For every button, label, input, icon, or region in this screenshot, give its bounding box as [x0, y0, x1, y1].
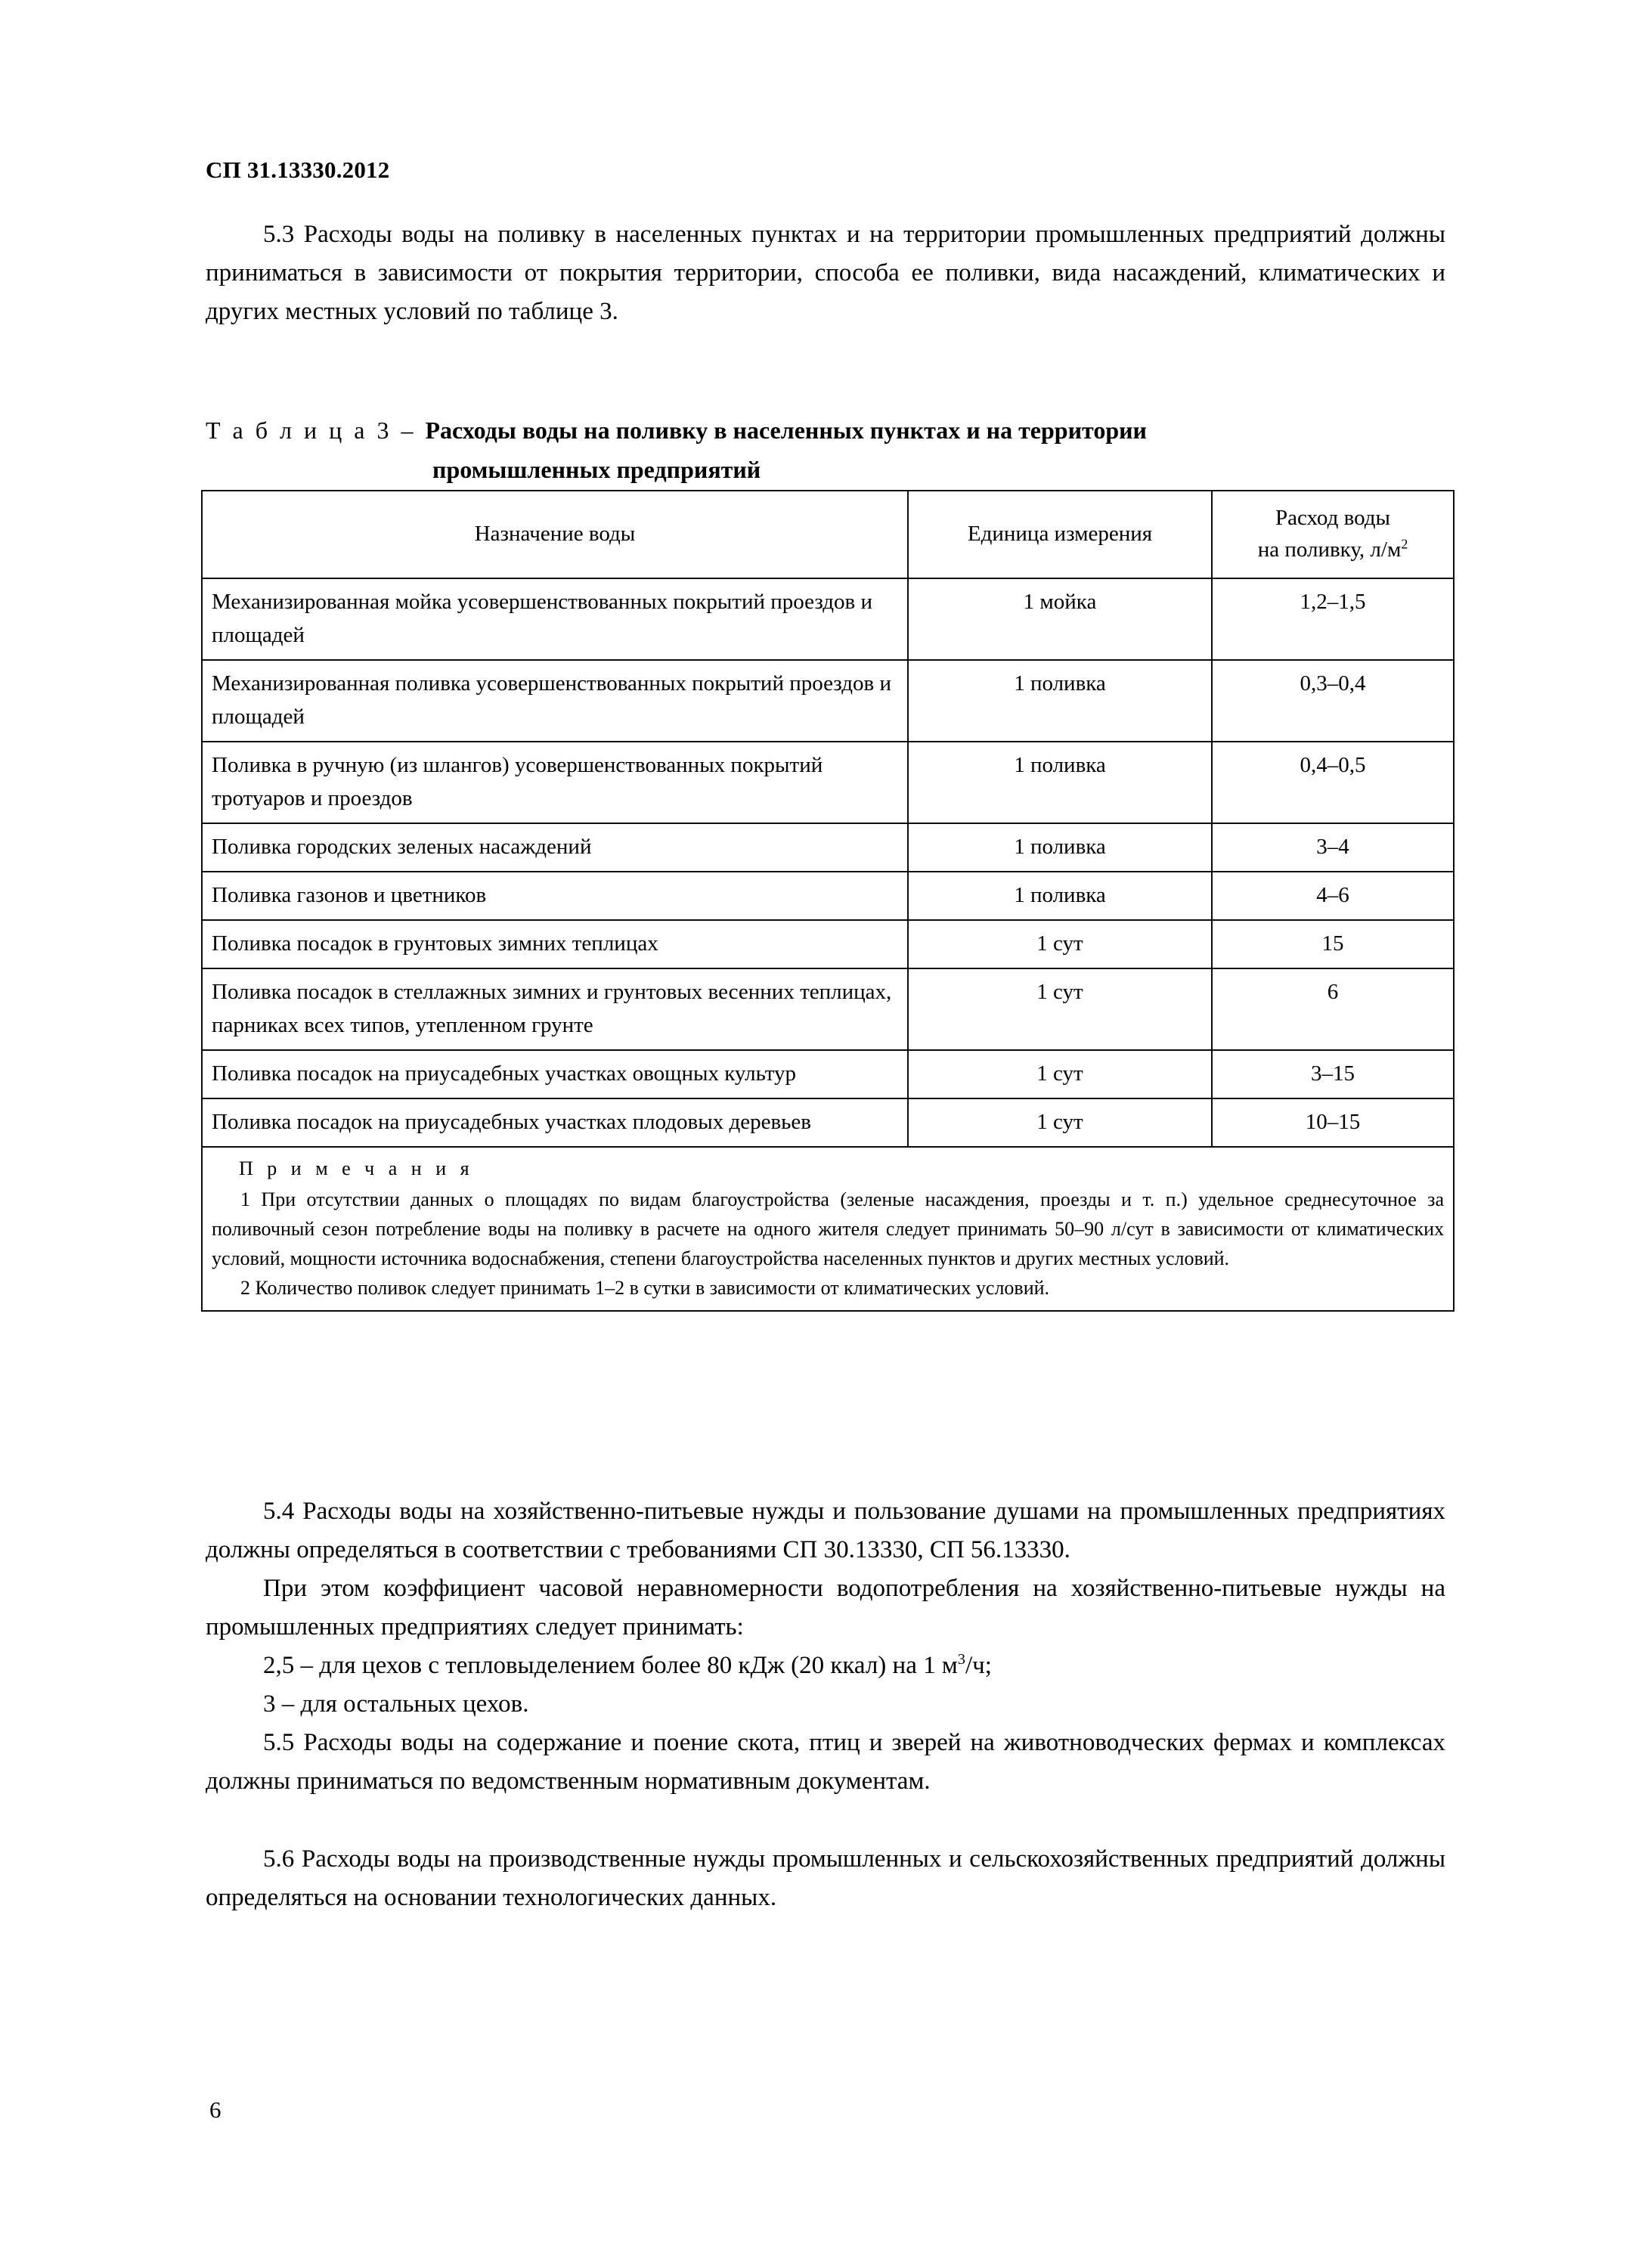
- column-header-rate-line2: на поливку, л/м: [1257, 538, 1402, 562]
- table-row: [202, 1098, 1454, 1147]
- cell-unit: 1 поливка: [908, 872, 1212, 920]
- section-5-3: [206, 215, 1445, 331]
- cell-name: Поливка городских зеленых насаждений: [202, 823, 908, 872]
- table-notes-cell: [202, 1147, 1454, 1311]
- cell-name: Механизированная мойка усовершенствованных покрытий проездов и площадей: [202, 578, 908, 660]
- column-header-rate-line1: Расход воды: [1275, 506, 1390, 530]
- cell-name: Механизированная поливка усовершенствованных покрытий проездов и площадей: [202, 660, 908, 742]
- table-3: [201, 490, 1455, 1312]
- table-row: [202, 872, 1454, 920]
- table-notes-row: [202, 1147, 1454, 1311]
- cell-unit: 1 поливка: [908, 823, 1212, 872]
- section-5-4: [206, 1492, 1445, 1724]
- paragraph-5-4-2: При этом коэффициент часовой неравномерности водопотребления на хозяйственно-питьевые нужды на промышленных предприятиях следует принимать:: [206, 1575, 1445, 1641]
- cell-name: Поливка в ручную (из шлангов) усовершенствованных покрытий тротуаров и проездов: [202, 742, 908, 823]
- column-header-name: Назначение воды: [202, 491, 908, 578]
- cell-rate: 4–6: [1212, 872, 1454, 920]
- running-header: СП 31.13330.2012: [206, 156, 390, 183]
- cell-unit: 1 сут: [908, 920, 1212, 968]
- paragraph-5-4-item-1: [206, 1647, 1445, 1685]
- cell-unit: 1 поливка: [908, 660, 1212, 742]
- cell-name: Поливка посадок в стеллажных зимних и грунтовых весенних теплицах, парниках всех типов, утепленном грунте: [202, 968, 908, 1050]
- column-header-unit: Единица измерения: [908, 491, 1212, 578]
- table-row: [202, 920, 1454, 968]
- item-1-exponent: 3: [957, 1651, 965, 1668]
- cell-name: Поливка посадок на приусадебных участках овощных культур: [202, 1050, 908, 1098]
- column-header-rate: [1212, 491, 1454, 578]
- cell-rate: 6: [1212, 968, 1454, 1050]
- table-row: [202, 1050, 1454, 1098]
- paragraph-5-6: 5.6 Расходы воды на производственные нужды промышленных и сельскохозяйственных предприятий должны определяться на основании технологических данных.: [206, 1845, 1445, 1911]
- note-item-2: 2 Количество поливок следует принимать 1–2 в сутки в зависимости от климатических условий.: [240, 1277, 1050, 1299]
- table-row: [202, 742, 1454, 823]
- cell-unit: 1 сут: [908, 1050, 1212, 1098]
- table-3-wrapper: [201, 490, 1453, 1312]
- cell-rate: 0,4–0,5: [1212, 742, 1454, 823]
- table-body: [202, 578, 1454, 1311]
- cell-unit: 1 мойка: [908, 578, 1212, 660]
- cell-unit: 1 сут: [908, 968, 1212, 1050]
- page-number: 6: [209, 2096, 222, 2123]
- cell-name: Поливка посадок в грунтовых зимних теплицах: [202, 920, 908, 968]
- paragraph-5-4-1: 5.4 Расходы воды на хозяйственно-питьевые нужды и пользование душами на промышленных предприятиях должны определяться в соответствии с требованиями СП 30.13330, СП 56.13330.: [206, 1498, 1445, 1563]
- column-header-rate-exponent: 2: [1401, 536, 1408, 552]
- cell-unit: 1 сут: [908, 1098, 1212, 1147]
- cell-unit: 1 поливка: [908, 742, 1212, 823]
- notes-title: П р и м е ч а н и я: [239, 1157, 474, 1179]
- table-caption-label: Т а б л и ц а 3 –: [206, 417, 426, 444]
- cell-rate: 0,3–0,4: [1212, 660, 1454, 742]
- table-caption-title-line2: промышленных предприятий: [432, 456, 761, 483]
- section-5-6: [206, 1840, 1445, 1917]
- table-3-caption: [206, 411, 1445, 489]
- table-row: [202, 823, 1454, 872]
- cell-rate: 10–15: [1212, 1098, 1454, 1147]
- item-1-text: 2,5 – для цехов с тепловыделением более 80 кДж (20 ккал) на 1 м: [263, 1652, 958, 1679]
- section-5-5: [206, 1724, 1445, 1801]
- table-row: [202, 660, 1454, 742]
- table-row: [202, 578, 1454, 660]
- cell-rate: 1,2–1,5: [1212, 578, 1454, 660]
- table-header-row: [202, 491, 1454, 578]
- table-caption-title-line1: Расходы воды на поливку в населенных пунктах и на территории: [425, 417, 1147, 444]
- paragraph-5-4-item-2: 3 – для остальных цехов.: [263, 1690, 529, 1718]
- cell-rate: 15: [1212, 920, 1454, 968]
- table-row: [202, 968, 1454, 1050]
- paragraph-5-3: 5.3 Расходы воды на поливку в населенных пунктах и на территории промышленных предприятий должны приниматься в зависимости от покрытия территории, способа ее поливки, вида насаждений, климатических и других местных условий по таблице 3.: [206, 221, 1445, 325]
- cell-name: Поливка газонов и цветников: [202, 872, 908, 920]
- item-1-text-tail: /ч;: [965, 1652, 992, 1679]
- cell-rate: 3–4: [1212, 823, 1454, 872]
- paragraph-5-5: 5.5 Расходы воды на содержание и поение скота, птиц и зверей на животноводческих фермах и комплексах должны приниматься по ведомственным нормативным документам.: [206, 1729, 1445, 1795]
- cell-name: Поливка посадок на приусадебных участках плодовых деревьев: [202, 1098, 908, 1147]
- note-item-1: 1 При отсутствии данных о площадях по видам благоустройства (зеленые насаждения, проезды и т. п.) удельное среднесуточное за поливочный сезон потребление воды на поливку в расчете на одного жителя следует принимать 50–90 л/сут в зависимости от климатических условий, мощности источника водоснабжения, степени благоустройства населенных пунктов и других местных условий.: [212, 1188, 1444, 1269]
- cell-rate: 3–15: [1212, 1050, 1454, 1098]
